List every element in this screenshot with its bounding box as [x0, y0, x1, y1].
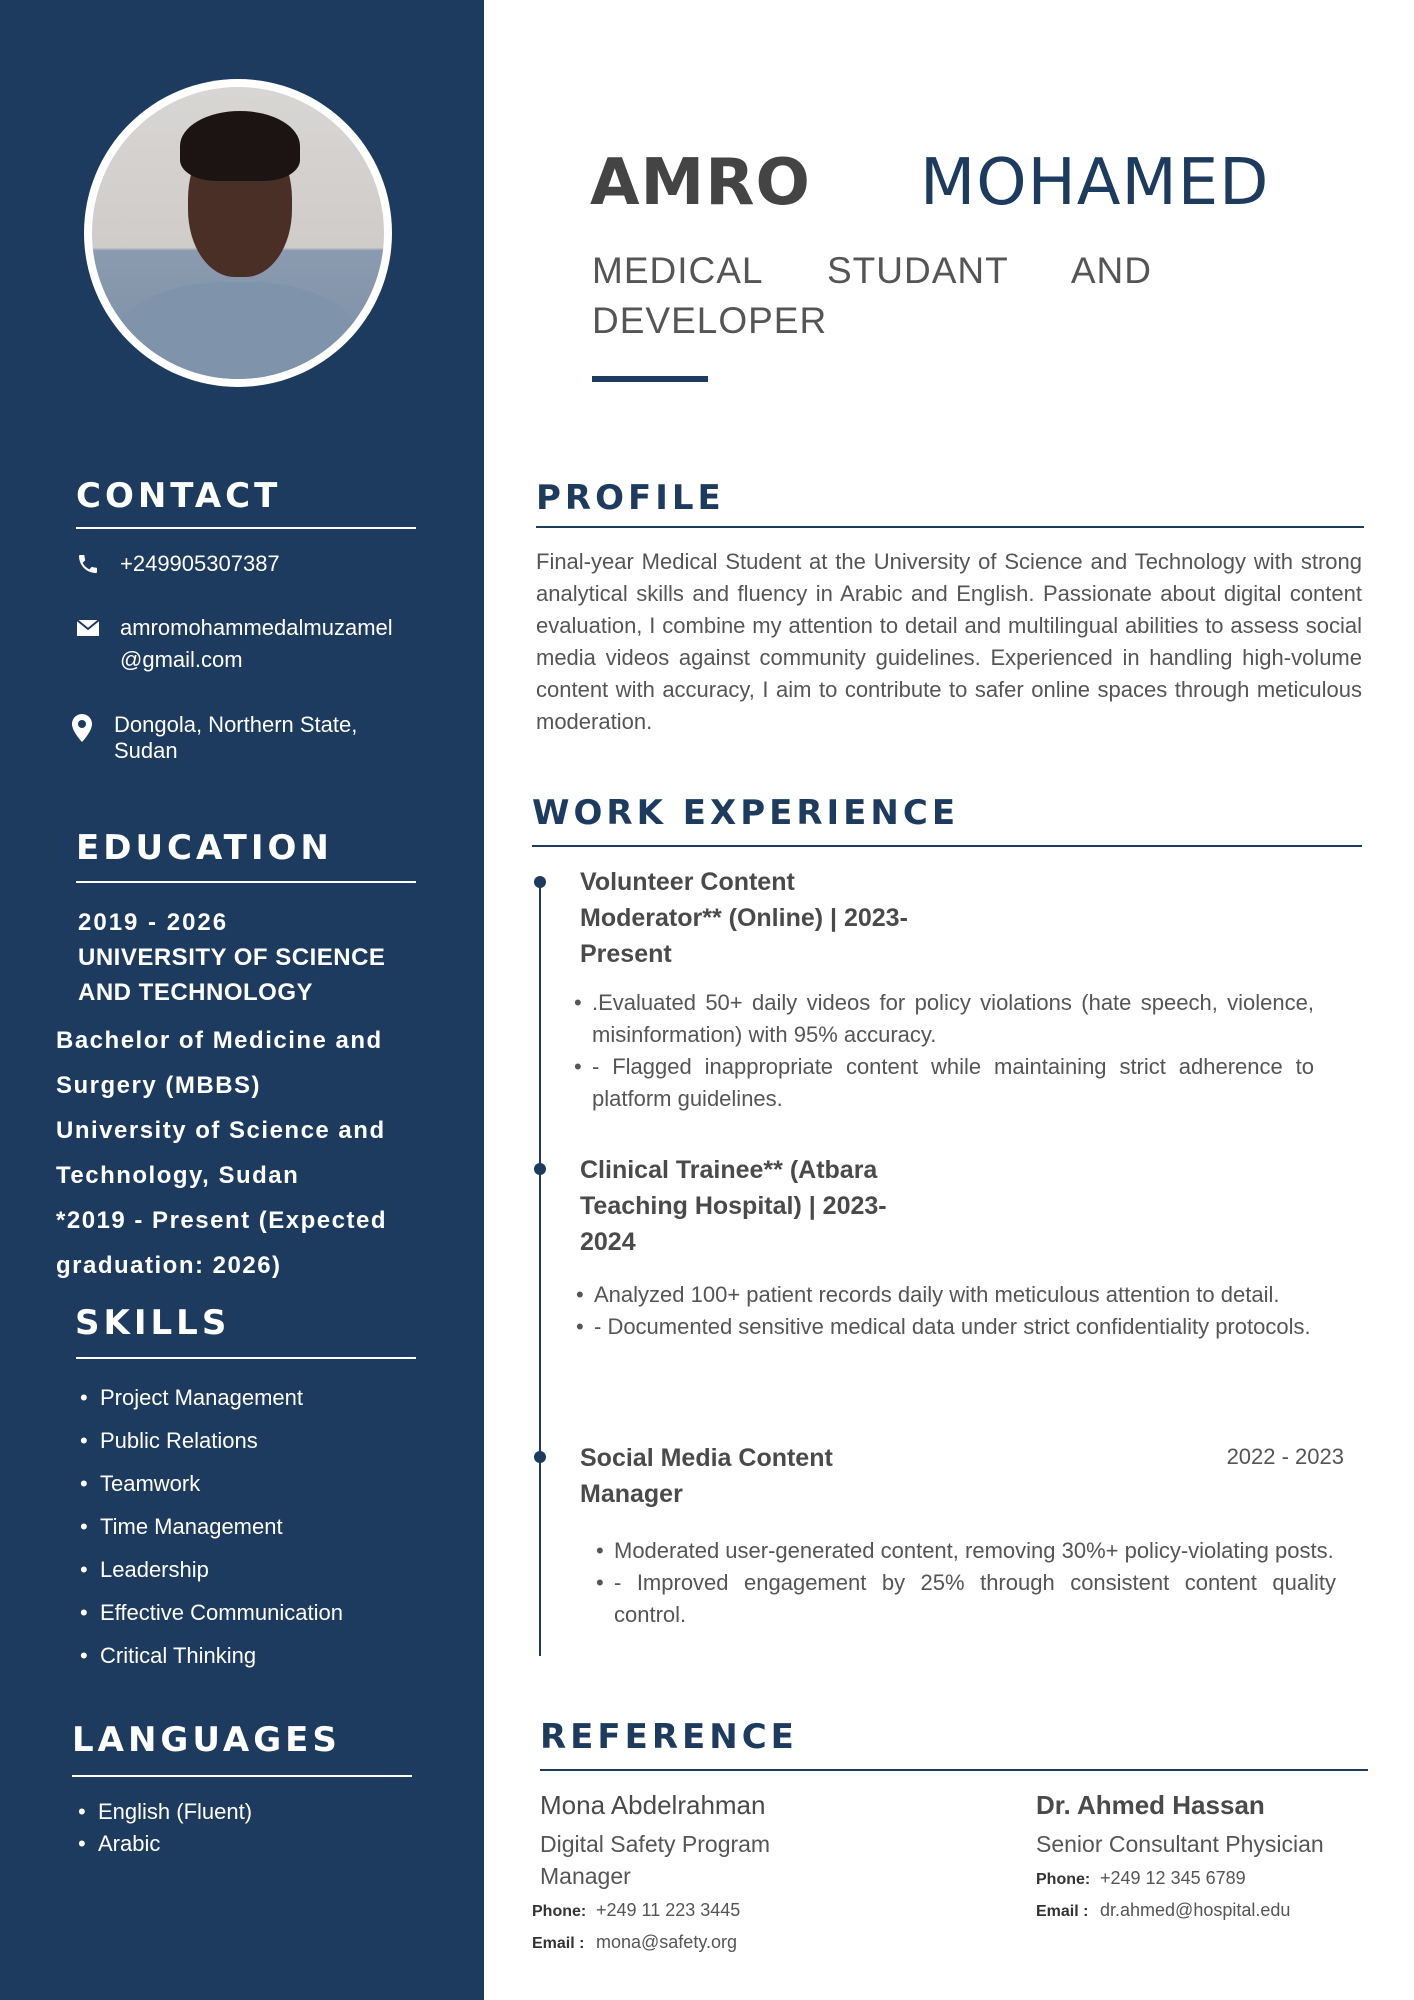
location-pin-icon [68, 714, 96, 742]
education-school-line1: UNIVERSITY OF SCIENCE [78, 944, 386, 971]
reference-email-value: mona@safety.org [596, 1932, 738, 1952]
job-title-line: Teaching Hospital) | 2023- [580, 1192, 887, 1220]
contact-address [68, 712, 357, 764]
language-item: • Arabic [76, 1828, 252, 1860]
sidebar [0, 0, 484, 2000]
skill-item: • Public Relations [78, 1419, 343, 1462]
profile-photo-image [92, 87, 384, 379]
job-bullet: • - Flagged inappropriate content while maintaining strict adherence to platform guidelines. [574, 1051, 1314, 1115]
education-entry [78, 905, 398, 1010]
reference-phone-value: +249 11 223 3445 [596, 1900, 741, 1920]
education-school-line2: AND TECHNOLOGY [78, 979, 313, 1006]
reference-role-line: Manager [540, 1863, 631, 1889]
education-detail-line: Bachelor of Medicine and [56, 1027, 383, 1054]
reference-email-value: dr.ahmed@hospital.edu [1100, 1900, 1291, 1920]
languages-title: LANGUAGES [72, 1720, 341, 1760]
phone-icon [74, 550, 102, 578]
skills-list [78, 1376, 343, 1677]
contact-title: CONTACT [76, 476, 282, 516]
job-date: 2022 - 2023 [1226, 1444, 1344, 1469]
timeline-dot [534, 1163, 546, 1175]
skills-divider [76, 1357, 416, 1359]
reference-role-line: Senior Consultant Physician [1036, 1831, 1324, 1857]
languages-list [76, 1796, 252, 1860]
skill-item: • Teamwork [78, 1462, 343, 1505]
reference-email-label: Email : [532, 1935, 585, 1952]
education-detail-line: *2019 - Present (Expected [56, 1207, 387, 1234]
timeline-line [539, 880, 541, 1656]
reference-phone [532, 1900, 740, 1921]
skills-title: SKILLS [75, 1303, 231, 1343]
profile-divider [536, 526, 1364, 528]
skill-item: • Project Management [78, 1376, 343, 1419]
job-title-line: 2024 [580, 1228, 636, 1256]
skill-item: • Leadership [78, 1548, 343, 1591]
main-content [484, 0, 1414, 2000]
work-experience-divider [532, 845, 1362, 847]
reference-phone-label: Phone: [532, 1903, 587, 1920]
education-years: 2019 - 2026 [78, 909, 229, 936]
timeline-dot [534, 876, 546, 888]
reference-email[interactable] [532, 1932, 737, 1953]
contact-phone-text: +249905307387 [120, 551, 280, 576]
mail-icon [74, 614, 102, 642]
education-title: EDUCATION [76, 828, 333, 868]
job-bullet: • - Improved engagement by 25% through consistent content quality control. [596, 1567, 1336, 1631]
job-bullet: • Moderated user-generated content, removing 30%+ policy-violating posts. [596, 1535, 1336, 1567]
job-title-line: Clinical Trainee** (Atbara [580, 1156, 878, 1184]
education-detail-line: graduation: 2026) [56, 1252, 282, 1279]
job-bullets [596, 1535, 1336, 1631]
contact-email-line2: @gmail.com [120, 647, 243, 672]
job-title [580, 864, 908, 972]
job-bullet: • .Evaluated 50+ daily videos for policy violations (hate speech, violence, misinformation) with 95% accuracy. [574, 987, 1314, 1051]
contact-email[interactable] [74, 612, 393, 676]
contact-divider [76, 527, 416, 529]
contact-phone[interactable] [74, 548, 280, 580]
reference-role [1036, 1828, 1324, 1860]
reference-phone-value: +249 12 345 6789 [1100, 1868, 1246, 1888]
education-detail-line: Technology, Sudan [56, 1162, 300, 1189]
profile-photo [84, 79, 392, 387]
job-bullet: • Analyzed 100+ patient records daily with meticulous attention to detail. [576, 1279, 1316, 1311]
job-title-line: Volunteer Content [580, 868, 795, 896]
language-item: • English (Fluent) [76, 1796, 252, 1828]
skill-item: • Effective Communication [78, 1591, 343, 1634]
contact-email-line1: amromohammedalmuzamel [120, 615, 393, 640]
job-title-line: Present [580, 940, 672, 968]
contact-address-line2: Sudan [114, 738, 178, 763]
reference-email[interactable] [1036, 1900, 1290, 1921]
name-last: MOHAMED [920, 146, 1270, 220]
skill-item: • Critical Thinking [78, 1634, 343, 1677]
reference-name: Dr. Ahmed Hassan [1036, 1790, 1265, 1820]
reference-divider [540, 1769, 1368, 1771]
education-detail-line: University of Science and [56, 1117, 386, 1144]
profile-summary: Final-year Medical Student at the University of Science and Technology with strong analytical skills and fluency in Arabic and English. Passionate about digital content evaluation, I combine my attention to detail and multilingual abilities to assess social media videos against community guidelines. Experienced in handling high-volume content with accuracy, I aim to contribute to safer online spaces through meticulous moderation. [536, 549, 1362, 734]
job-title-line: Manager [580, 1480, 683, 1508]
job-bullet: • - Documented sensitive medical data under strict confidentiality protocols. [576, 1311, 1316, 1343]
education-divider [76, 881, 416, 883]
reference-phone-label: Phone: [1036, 1871, 1091, 1888]
name-first: AMRO [590, 146, 811, 220]
job-title-line: Moderator** (Online) | 2023- [580, 904, 908, 932]
languages-divider [72, 1775, 412, 1777]
work-experience-title: WORK EXPERIENCE [532, 793, 960, 833]
reference-name: Mona Abdelrahman [540, 1790, 766, 1820]
reference-title: REFERENCE [540, 1717, 798, 1757]
education-detail-line: Surgery (MBBS) [56, 1072, 262, 1099]
job-title-line: Social Media Content [580, 1444, 833, 1472]
job-title [580, 1440, 833, 1512]
education-details [56, 1018, 416, 1288]
job-role: MEDICAL STUDANT AND DEVELOPER [592, 250, 1152, 341]
reference-role [540, 1828, 770, 1892]
reference-email-label: Email : [1036, 1903, 1089, 1920]
profile-title: PROFILE [536, 478, 725, 518]
reference-phone [1036, 1868, 1246, 1889]
reference-role-line: Digital Safety Program [540, 1831, 771, 1857]
job-bullets [576, 1279, 1316, 1343]
skill-item: • Time Management [78, 1505, 343, 1548]
job-bullets [574, 987, 1314, 1115]
timeline-dot [534, 1451, 546, 1463]
contact-address-line1: Dongola, Northern State, [114, 712, 358, 737]
job-title [580, 1152, 887, 1260]
role-underline [592, 376, 708, 382]
